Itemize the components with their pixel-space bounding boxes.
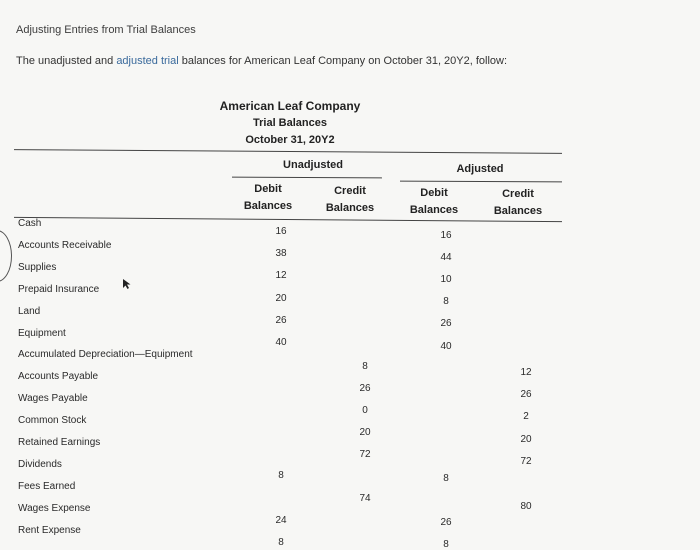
col-unadj-credit-top: Credit [334, 185, 366, 197]
account-name: Accounts Receivable [18, 239, 112, 251]
amount-a-credit: 72 [520, 456, 532, 467]
account-name: Land [18, 305, 41, 317]
amount-u-debit: 16 [275, 226, 287, 237]
account-name: Wages Expense [18, 502, 91, 514]
amount-u-debit: 20 [275, 292, 287, 304]
amount-a-credit: 12 [520, 366, 532, 378]
unadjusted-underline [232, 177, 382, 179]
amount-u-credit: 8 [362, 361, 368, 372]
adjusted-underline [400, 181, 562, 183]
amount-a-credit: 20 [520, 433, 532, 445]
account-name: Fees Earned [18, 480, 76, 492]
account-name: Supplies [18, 261, 57, 273]
amount-u-debit: 40 [275, 337, 287, 348]
statement-title: Trial Balances [253, 117, 327, 129]
account-name: Cash [18, 218, 42, 229]
col-adj-debit-bottom: Balances [409, 204, 459, 216]
mouse-pointer-icon [122, 278, 132, 290]
amount-a-debit: 8 [443, 539, 449, 550]
amount-u-debit: 12 [275, 270, 287, 282]
header-rule-bottom [14, 217, 562, 222]
group-unadjusted: Unadjusted [283, 159, 343, 171]
amount-a-credit: 26 [520, 389, 532, 401]
header-rule-top [14, 149, 562, 154]
amount-a-credit: 80 [520, 500, 532, 512]
amount-a-debit: 16 [440, 230, 452, 241]
intro-text [16, 55, 507, 67]
amount-u-credit: 0 [362, 405, 368, 416]
amount-u-debit: 8 [278, 470, 284, 482]
page-edge-decoration [0, 230, 12, 282]
col-adj-credit-top: Credit [502, 188, 534, 200]
company-name: American Leaf Company [219, 99, 361, 113]
intro-suffix: balances for American Leaf Company on October 31, 20Y2, follow: [178, 55, 508, 67]
amount-a-debit: 8 [443, 473, 449, 485]
amount-u-credit: 72 [359, 449, 371, 460]
amount-u-credit: 26 [359, 383, 371, 394]
col-adj-credit-bottom: Balances [493, 205, 543, 217]
account-name: Rent Expense [18, 524, 81, 536]
amount-u-debit: 24 [275, 514, 287, 526]
statement-date: October 31, 20Y2 [245, 134, 335, 146]
page-title: Adjusting Entries from Trial Balances [16, 24, 196, 36]
account-name: Retained Earnings [18, 437, 101, 448]
account-name: Prepaid Insurance [18, 283, 100, 295]
col-unadj-credit-bottom: Balances [325, 202, 375, 214]
amount-u-debit: 8 [278, 536, 284, 548]
account-name: Wages Payable [18, 393, 88, 405]
account-name: Common Stock [18, 415, 87, 427]
amount-u-debit: 26 [275, 314, 287, 326]
account-name: Dividends [18, 458, 62, 470]
amount-a-debit: 8 [443, 296, 449, 308]
amount-u-debit: 38 [275, 248, 287, 260]
amount-a-debit: 44 [440, 252, 452, 264]
intro-link[interactable]: adjusted trial [116, 55, 179, 67]
amount-a-debit: 26 [440, 318, 452, 330]
account-name: Equipment [18, 327, 66, 339]
account-name: Accumulated Depreciation—Equipment [18, 349, 193, 361]
amount-a-debit: 10 [440, 274, 452, 286]
col-adj-debit-top: Debit [420, 187, 448, 199]
amount-u-credit: 20 [359, 427, 371, 438]
amount-u-credit: 74 [359, 493, 371, 504]
col-unadj-debit-bottom: Balances [243, 200, 293, 212]
intro-prefix: The unadjusted and [16, 55, 117, 67]
amount-a-debit: 40 [440, 340, 452, 352]
amount-a-credit: 2 [523, 411, 529, 423]
group-adjusted: Adjusted [456, 163, 504, 175]
amount-a-debit: 26 [440, 517, 452, 529]
col-unadj-debit-top: Debit [254, 183, 282, 195]
account-name: Accounts Payable [18, 371, 99, 383]
